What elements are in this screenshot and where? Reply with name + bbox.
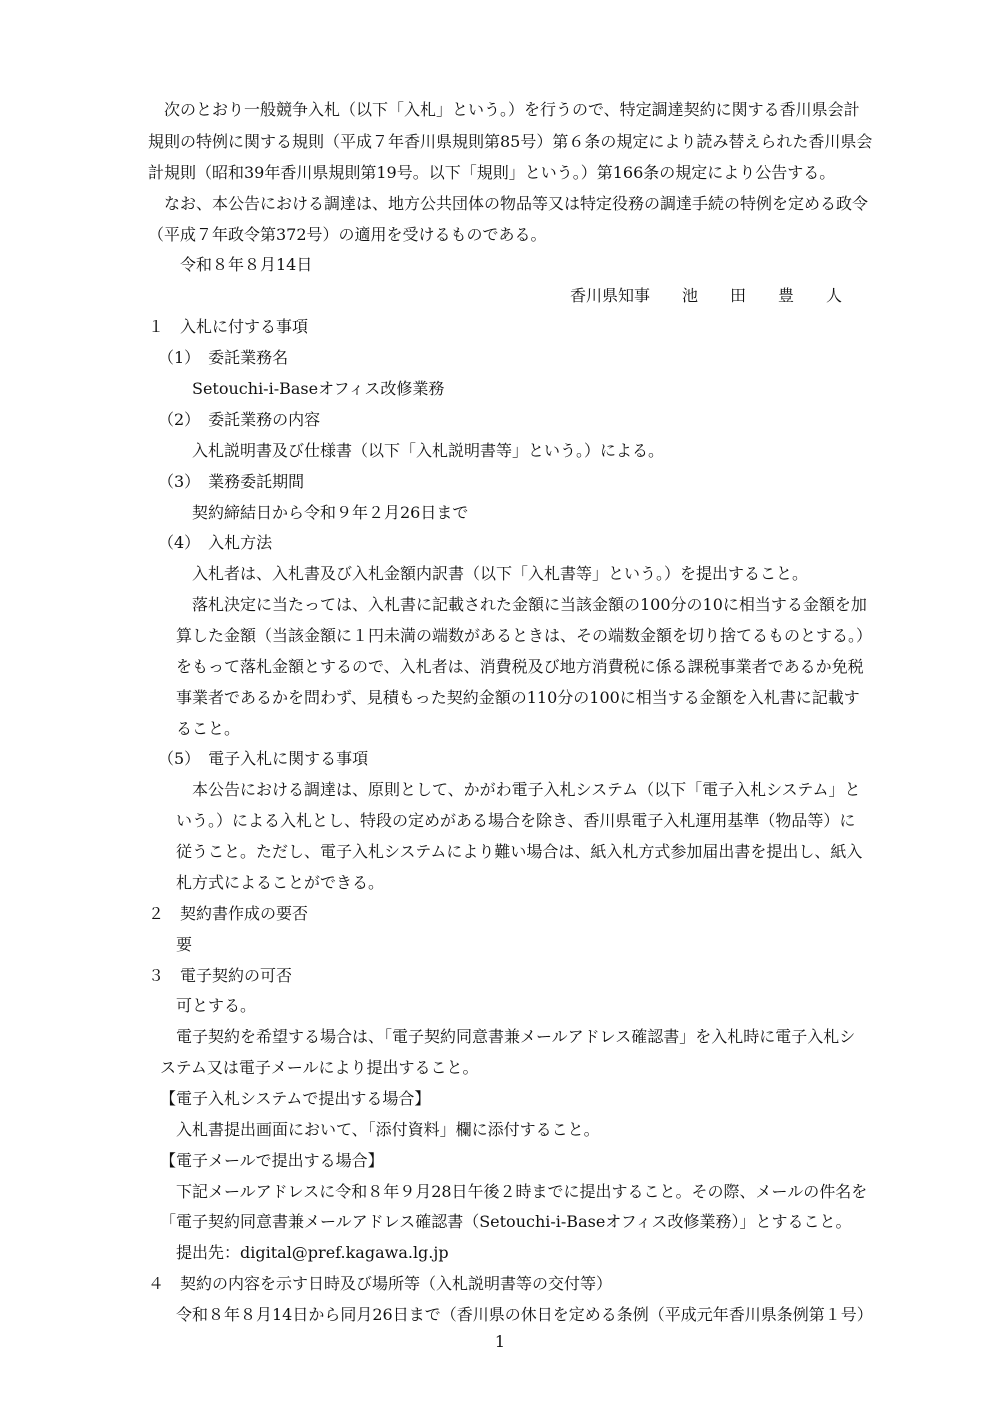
intro-line: なお、本公告における調達は、地方公共団体の物品等又は特定役務の調達手続の特例を定める政令 — [148, 194, 869, 213]
item-heading: （4） 入札方法 — [158, 533, 273, 552]
item-heading: （5） 電子入札に関する事項 — [158, 749, 369, 768]
item-heading: （2） 委託業務の内容 — [158, 410, 321, 429]
item-body: 札方式によることができる。 — [176, 873, 385, 892]
notice-date: 令和８年８月14日 — [180, 255, 313, 274]
item-heading: （3） 業務委託期間 — [158, 472, 305, 491]
item-heading: （1） 委託業務名 — [158, 348, 289, 367]
item-body: 本公告における調達は、原則として、かがわ電子入札システム（以下「電子入札システム」と — [192, 780, 861, 799]
item-body: をもって落札金額とするので、入札者は、消費税及び地方消費税に係る課税事業者であるか免税 — [176, 657, 864, 676]
section-heading: １ 入札に付する事項 — [148, 317, 309, 336]
section-body: 令和８年８月14日から同月26日まで（香川県の休日を定める条例（平成元年香川県条例第１号） — [176, 1305, 873, 1324]
item-body: 算した金額（当該金額に１円未満の端数があるときは、その端数金額を切り捨てるものとする。） — [176, 626, 873, 645]
section-heading: ２ 契約書作成の要否 — [148, 904, 309, 923]
section-body: ステム又は電子メールにより提出すること。 — [160, 1058, 479, 1077]
intro-line: （平成７年政令第372号）の適用を受けるものである。 — [148, 225, 547, 244]
item-body: 契約締結日から令和９年２月26日まで — [192, 503, 469, 522]
item-body: 入札説明書及び仕様書（以下「入札説明書等」という。）による。 — [192, 441, 665, 460]
subsection-heading: 【電子入札システムで提出する場合】 — [160, 1089, 431, 1108]
issuer-name: 香川県知事 池 田 豊 人 — [570, 286, 843, 305]
intro-line: 規則の特例に関する規則（平成７年香川県規則第85号）第６条の規定により読み替えられた香川県会 — [148, 132, 873, 151]
section-body: 「電子契約同意書兼メールアドレス確認書（Setouchi-i-Baseオフィス改修業務）」とすること。 — [160, 1212, 852, 1231]
item-body: 落札決定に当たっては、入札書に記載された金額に当該金額の100分の10に相当する金額を加 — [192, 595, 867, 614]
item-body: 入札者は、入札書及び入札金額内訳書（以下「入札書等」という。）を提出すること。 — [192, 564, 809, 583]
intro-line: 計規則（昭和39年香川県規則第19号。以下「規則」という。）第166条の規定により公告する。 — [148, 163, 836, 182]
section-body: 入札書提出画面において、「添付資料」欄に添付すること。 — [176, 1120, 600, 1139]
intro-line: 次のとおり一般競争入札（以下「入札」という。）を行うので、特定調達契約に関する香川県会計 — [148, 100, 860, 119]
section-body: 要 — [176, 935, 193, 954]
section-body: 電子契約を希望する場合は、「電子契約同意書兼メールアドレス確認書」を入札時に電子入札シ — [176, 1027, 856, 1046]
item-body: いう。）による入札とし、特段の定めがある場合を除き、香川県電子入札運用基準（物品等）に — [176, 811, 856, 830]
section-heading: ４ 契約の内容を示す日時及び場所等（入札説明書等の交付等） — [148, 1274, 613, 1293]
item-body: ること。 — [176, 719, 241, 738]
email-address: 提出先：digital@pref.kagawa.lg.jp — [176, 1243, 449, 1262]
section-body: 可とする。 — [176, 996, 257, 1015]
section-heading: ３ 電子契約の可否 — [148, 966, 293, 985]
page-number: 1 — [494, 1332, 506, 1351]
item-body: Setouchi-i-Baseオフィス改修業務 — [192, 379, 445, 398]
item-body: 従うこと。ただし、電子入札システムにより難い場合は、紙入札方式参加届出書を提出し、紙入 — [176, 842, 863, 861]
item-body: 事業者であるかを問わず、見積もった契約金額の110分の100に相当する金額を入札書に記載す — [176, 688, 860, 707]
section-body: 下記メールアドレスに令和８年９月28日午後２時までに提出すること。その際、メールの件名を — [176, 1182, 868, 1201]
subsection-heading: 【電子メールで提出する場合】 — [160, 1151, 384, 1170]
